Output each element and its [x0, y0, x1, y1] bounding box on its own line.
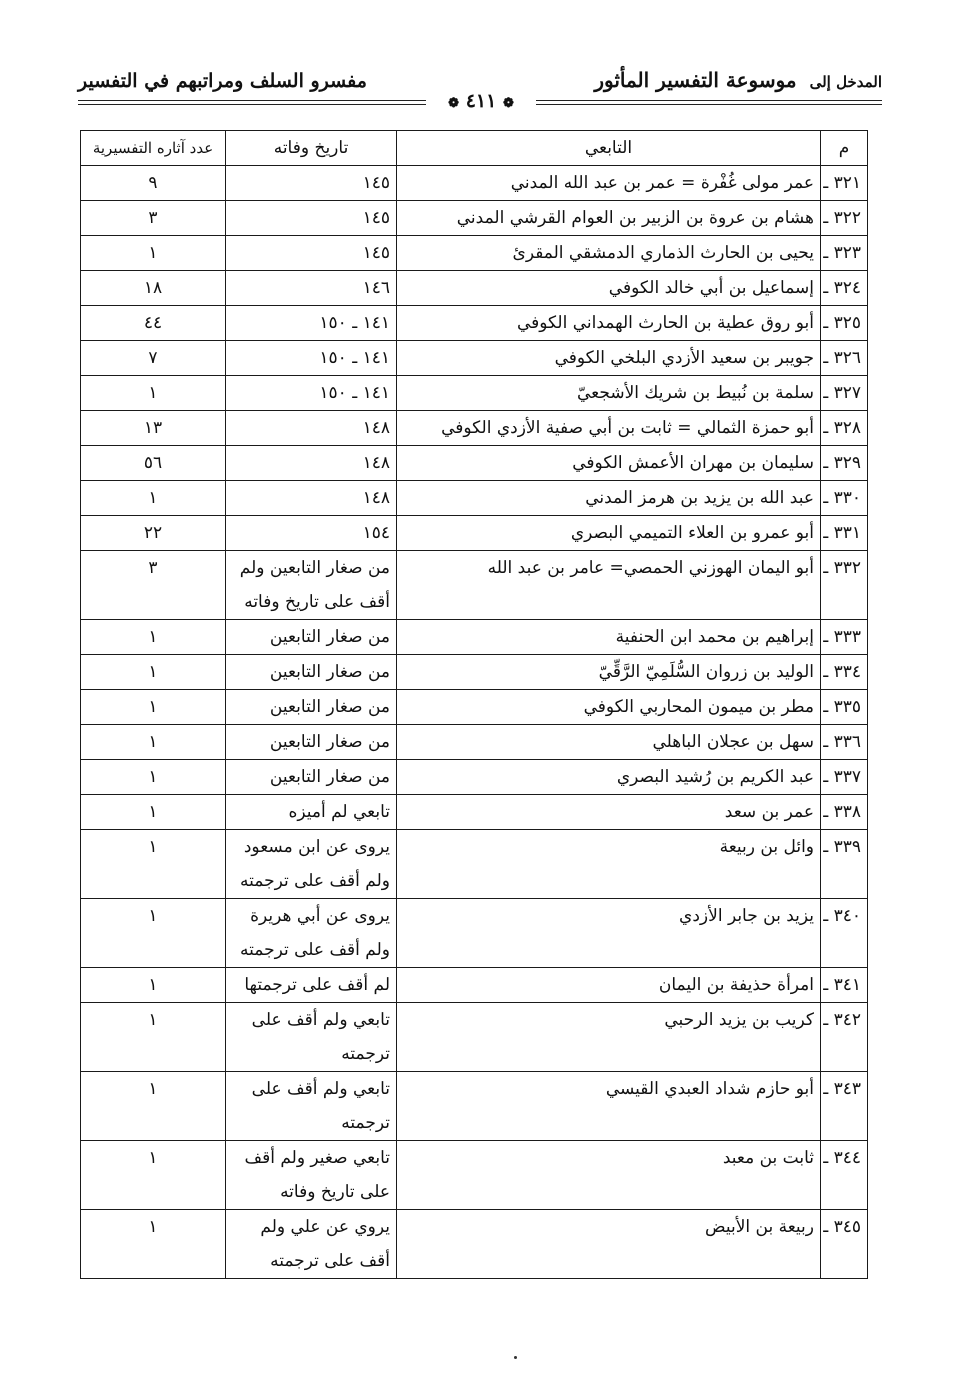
table-row	[81, 376, 868, 411]
table-row	[81, 725, 868, 760]
tabi-name: عمر مولى غُفْرة = عمر بن عبد الله المدني	[397, 166, 821, 201]
book-title-prefix: المدخل إلى	[809, 73, 882, 91]
tafsir-count: ١	[81, 655, 226, 690]
tafsir-count: ٥٦	[81, 446, 226, 481]
row-number: ٣٤٥ ـ	[821, 1210, 868, 1279]
table-row	[81, 306, 868, 341]
death-date: ١٤١ ـ ١٥٠	[226, 306, 397, 341]
table-row	[81, 830, 868, 899]
tafsir-count: ٤٤	[81, 306, 226, 341]
death-date: ١٤٨	[226, 481, 397, 516]
row-number: ٣٢١ ـ	[821, 166, 868, 201]
row-number: ٣٢٦ ـ	[821, 341, 868, 376]
tabi-name: سلمة بن نُبيط بن شريك الأشجعيّ	[397, 376, 821, 411]
death-date: ١٤٥	[226, 166, 397, 201]
death-date: تابعي صغير ولم أقف على تاريخ وفاته	[226, 1141, 397, 1210]
ornament-icon: ❁	[448, 96, 460, 111]
death-date: من صغار التابعين ولم أقف على تاريخ وفاته	[226, 551, 397, 620]
row-number: ٣٤٠ ـ	[821, 899, 868, 968]
tafsir-count: ١	[81, 690, 226, 725]
row-number: ٣٣٦ ـ	[821, 725, 868, 760]
death-date: تابعي لم أميزه	[226, 795, 397, 830]
header-death: تاريخ وفاته	[226, 131, 397, 166]
death-date: ١٤١ ـ ١٥٠	[226, 376, 397, 411]
tabi-table	[80, 130, 868, 1279]
death-date: يروى عن ابن مسعود ولم أقف على ترجمته	[226, 830, 397, 899]
row-number: ٣٢٢ ـ	[821, 201, 868, 236]
death-date: ١٤٨	[226, 446, 397, 481]
tabi-name: كريب بن يزيد الرحبي	[397, 1003, 821, 1072]
row-number: ٣٢٥ ـ	[821, 306, 868, 341]
tafsir-count: ١	[81, 481, 226, 516]
tafsir-count: ١	[81, 1210, 226, 1279]
tabi-name: هشام بن عروة بن الزبير بن العوام القرشي المدني	[397, 201, 821, 236]
table-row	[81, 516, 868, 551]
table-row	[81, 201, 868, 236]
death-date: لم أقف على ترجمتها	[226, 968, 397, 1003]
tabi-name: ثابت بن معبد	[397, 1141, 821, 1210]
tabi-name: امرأة حذيفة بن اليمان	[397, 968, 821, 1003]
tabi-name: عبد الكريم بن رُشيد البصري	[397, 760, 821, 795]
page-number-box	[426, 90, 536, 116]
tabi-name: عبد الله بن يزيد بن هرمز المدني	[397, 481, 821, 516]
row-number: ٣٤٤ ـ	[821, 1141, 868, 1210]
tafsir-count: ١٨	[81, 271, 226, 306]
death-date: تابعي ولم أقف على ترجمته	[226, 1003, 397, 1072]
row-number: ٣٣٠ ـ	[821, 481, 868, 516]
death-date: ١٤٥	[226, 201, 397, 236]
death-date: من صغار التابعين	[226, 725, 397, 760]
death-date: ١٤٨	[226, 411, 397, 446]
death-date: ١٤٥	[226, 236, 397, 271]
table-row	[81, 968, 868, 1003]
chapter-title: مفسرو السلف ومراتبهم في التفسير	[78, 70, 367, 92]
tafsir-count: ١	[81, 725, 226, 760]
death-date: من صغار التابعين	[226, 760, 397, 795]
row-number: ٣٤٢ ـ	[821, 1003, 868, 1072]
table-row	[81, 1003, 868, 1072]
table-row	[81, 620, 868, 655]
tabi-name: سليمان بن مهران الأعمش الكوفي	[397, 446, 821, 481]
tabi-name: أبو روق عطية بن الحارث الهمداني الكوفي	[397, 306, 821, 341]
tabi-name: يزيد بن جابر الأزدي	[397, 899, 821, 968]
row-number: ٣٣٧ ـ	[821, 760, 868, 795]
tafsir-count: ١	[81, 236, 226, 271]
ornament-icon: ❁	[502, 96, 514, 111]
table-row	[81, 760, 868, 795]
tafsir-count: ١	[81, 760, 226, 795]
tafsir-count: ١	[81, 376, 226, 411]
tafsir-count: ١	[81, 1072, 226, 1141]
row-number: ٣٢٨ ـ	[821, 411, 868, 446]
row-number: ٣٤١ ـ	[821, 968, 868, 1003]
tafsir-count: ١	[81, 899, 226, 968]
table-row	[81, 795, 868, 830]
tabi-name: يحيى بن الحارث الذماري الدمشقي المقرئ	[397, 236, 821, 271]
tafsir-count: ١	[81, 1003, 226, 1072]
row-number: ٣٤٣ ـ	[821, 1072, 868, 1141]
row-number: ٣٢٩ ـ	[821, 446, 868, 481]
table-row	[81, 551, 868, 620]
death-date: من صغار التابعين	[226, 690, 397, 725]
tabi-name: وائل بن ربيعة	[397, 830, 821, 899]
table-row	[81, 655, 868, 690]
tabi-name: أبو اليمان الهوزني الحمصي= عامر بن عبد الله	[397, 551, 821, 620]
book-title-text: موسوعة التفسير المأثور	[594, 68, 797, 92]
tafsir-count: ٩	[81, 166, 226, 201]
tabi-name: أبو حازم شداد العبدي القيسي	[397, 1072, 821, 1141]
death-date: يروى عن أبي هريرة ولم أقف على ترجمته	[226, 899, 397, 968]
table-row	[81, 1210, 868, 1279]
row-number: ٣٢٧ ـ	[821, 376, 868, 411]
death-date: من صغار التابعين	[226, 620, 397, 655]
row-number: ٣٣٢ ـ	[821, 551, 868, 620]
death-date: ١٥٤	[226, 516, 397, 551]
row-number: ٣٣٩ ـ	[821, 830, 868, 899]
header-num: م	[821, 131, 868, 166]
table-row	[81, 341, 868, 376]
row-number: ٣٣٨ ـ	[821, 795, 868, 830]
death-date: ١٤١ ـ ١٥٠	[226, 341, 397, 376]
tafsir-count: ٧	[81, 341, 226, 376]
row-number: ٣٣٤ ـ	[821, 655, 868, 690]
row-number: ٣٢٤ ـ	[821, 271, 868, 306]
tabi-name: إبراهيم بن محمد ابن الحنفية	[397, 620, 821, 655]
tabi-name: إسماعيل بن أبي خالد الكوفي	[397, 271, 821, 306]
table-body	[81, 166, 868, 1279]
tafsir-count: ١	[81, 795, 226, 830]
tafsir-count: ١	[81, 1141, 226, 1210]
header-count: عدد آثاره التفسيرية	[81, 131, 226, 166]
book-title	[594, 68, 882, 92]
tafsir-count: ١٣	[81, 411, 226, 446]
death-date: يروي عن علي ولم أقف على ترجمته	[226, 1210, 397, 1279]
row-number: ٣٢٣ ـ	[821, 236, 868, 271]
tabi-name: ربيعة بن الأبيض	[397, 1210, 821, 1279]
death-date: تابعي ولم أقف على ترجمته	[226, 1072, 397, 1141]
header-name: التابعي	[397, 131, 821, 166]
table-row	[81, 411, 868, 446]
death-date: من صغار التابعين	[226, 655, 397, 690]
table-row	[81, 899, 868, 968]
tafsir-count: ٣	[81, 551, 226, 620]
table-row	[81, 446, 868, 481]
table-row	[81, 481, 868, 516]
tabi-name: جويبر بن سعيد الأزدي البلخي الكوفي	[397, 341, 821, 376]
table-row	[81, 271, 868, 306]
tabi-name: أبو حمزة الثمالي = ثابت بن أبي صفية الأزدي الكوفي	[397, 411, 821, 446]
tafsir-count: ١	[81, 968, 226, 1003]
page-dot	[514, 1356, 517, 1359]
tafsir-count: ٢٢	[81, 516, 226, 551]
tabi-name: عمر بن سعد	[397, 795, 821, 830]
tabi-name: سهل بن عجلان الباهلي	[397, 725, 821, 760]
tabi-name: أبو عمرو بن العلاء التميمي البصري	[397, 516, 821, 551]
table-row	[81, 236, 868, 271]
death-date: ١٤٦	[226, 271, 397, 306]
row-number: ٣٣٣ ـ	[821, 620, 868, 655]
row-number: ٣٣١ ـ	[821, 516, 868, 551]
row-number: ٣٣٥ ـ	[821, 690, 868, 725]
table-row	[81, 1141, 868, 1210]
table-row	[81, 166, 868, 201]
tabi-name: الوليد بن زروان السُّلَمِيّ الرَّقِّيّ	[397, 655, 821, 690]
tafsir-count: ١	[81, 620, 226, 655]
table-row	[81, 690, 868, 725]
tabi-name: مطر بن ميمون المحاربي الكوفي	[397, 690, 821, 725]
table-row	[81, 1072, 868, 1141]
table-header-row	[81, 131, 868, 166]
page-number: ٤١١	[465, 90, 497, 112]
tafsir-count: ١	[81, 830, 226, 899]
tafsir-count: ٣	[81, 201, 226, 236]
